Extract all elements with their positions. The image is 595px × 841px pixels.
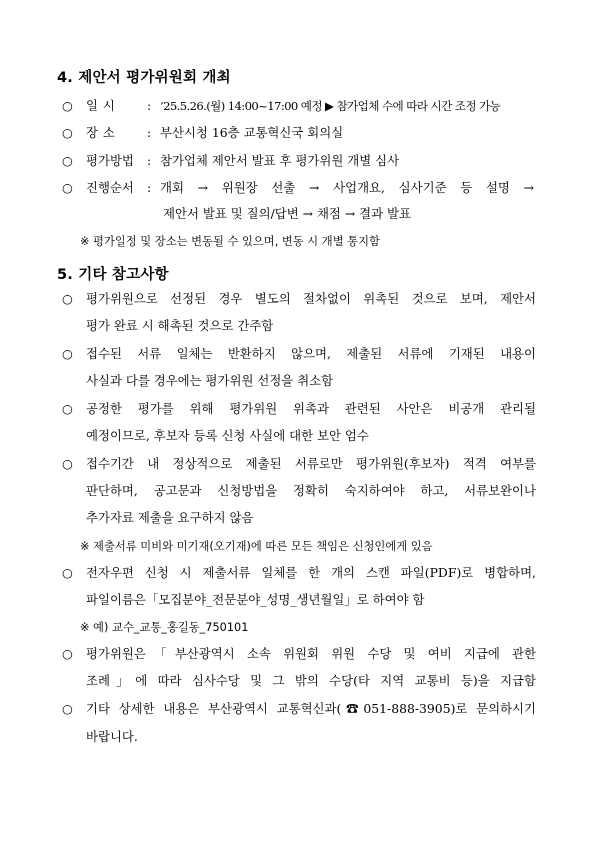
item-line: 파일이름은「모집분야_전문분야_성명_생년월일」로 하여야 함 [86,592,425,607]
bullet-icon: ○ [62,565,73,580]
item-line: 추가자료 제출을 요구하지 않음 [86,510,254,525]
item-line: 판단하며, 공고문과 신청방법을 정확히 숙지하여야 하고, 서류보완이나 [86,483,536,498]
item-line: 사실과 다를 경우에는 평가위원 선정을 취소함 [86,373,334,388]
section4-heading: 4. 제안서 평가위원회 개최 [57,70,231,86]
item-line: 전자우편 신청 시 제출서류 일체를 한 개의 스캔 파일(PDF)로 병합하며, [86,565,536,580]
date-label: 일 시 [86,98,116,113]
order-value-continued: 제안서 발표 및 질의/답변 → 채점 → 결과 발표 [163,206,411,221]
bullet-icon: ○ [62,701,73,716]
item-line: 평가위원은「부산광역시 소속 위원회 위원 수당 및 여비 지급에 관한 [86,646,536,661]
colon: : [147,180,152,195]
item-line: 접수기간 내 정상적으로 제출된 서류로만 평가위원(후보자) 적격 여부를 [86,456,536,471]
item-line: 기타 상세한 내용은 부산광역시 교통혁신과(☎051-888-3905)로 문의하시기 [86,701,536,716]
item-line: 평가위원으로 선정된 경우 별도의 절차없이 위촉된 것으로 보며, 제안서 [86,291,536,306]
colon: : [147,98,152,113]
item-line: 접수된 서류 일체는 반환하지 않으며, 제출된 서류에 기재된 내용이 [86,346,536,361]
order-value: 개회 → 위원장 선출 → 사업개요, 심사기준 등 설명 → [160,180,534,195]
item-line: 평가 완료 시 해촉된 것으로 간주함 [86,318,274,333]
bullet-icon: ○ [62,401,73,416]
item-note: ※ 제출서류 미비와 미기재(오기재)에 따른 모든 책임은 신청인에게 있음 [80,540,433,553]
item-note: ※ 예) 교수_교통_홍길동_750101 [80,621,249,634]
item-line: 예정이므로, 후보자 등록 신청 사실에 대한 보안 엄수 [86,428,369,443]
item-line: 조례」에 따라 심사수당 및 그 밖의 수당(타 지역 교통비 등)을 지급함 [86,673,536,688]
bullet-icon: ○ [62,646,73,661]
bullet-icon: ○ [62,125,73,140]
colon: : [147,125,152,140]
bullet-icon: ○ [62,346,73,361]
item-line: 공정한 평가를 위해 평가위원 위촉과 관련된 사안은 비공개 관리될 [86,401,536,416]
bullet-icon: ○ [62,456,73,471]
method-value: 참가업체 제안서 발표 후 평가위원 개별 심사 [160,153,400,168]
method-label: 평가방법 [86,153,134,168]
bullet-icon: ○ [62,98,73,113]
section4-note: ※ 평가일정 및 장소는 변동될 수 있으며, 변동 시 개별 통지함 [80,235,380,248]
bullet-icon: ○ [62,153,73,168]
bullet-icon: ○ [62,291,73,306]
place-label: 장 소 [86,125,116,140]
bullet-icon: ○ [62,180,73,195]
place-value: 부산시청 16층 교통혁신국 회의실 [160,125,344,140]
order-label: 진행순서 [86,180,134,195]
item-line: 바랍니다. [86,729,138,744]
section5-heading: 5. 기타 참고사항 [57,267,169,283]
colon: : [147,153,152,168]
date-value: ’25.5.26.(월) 14:00~17:00 예정 ▶ 참가업체 수에 따라 시간 조정 가능 [160,99,501,113]
